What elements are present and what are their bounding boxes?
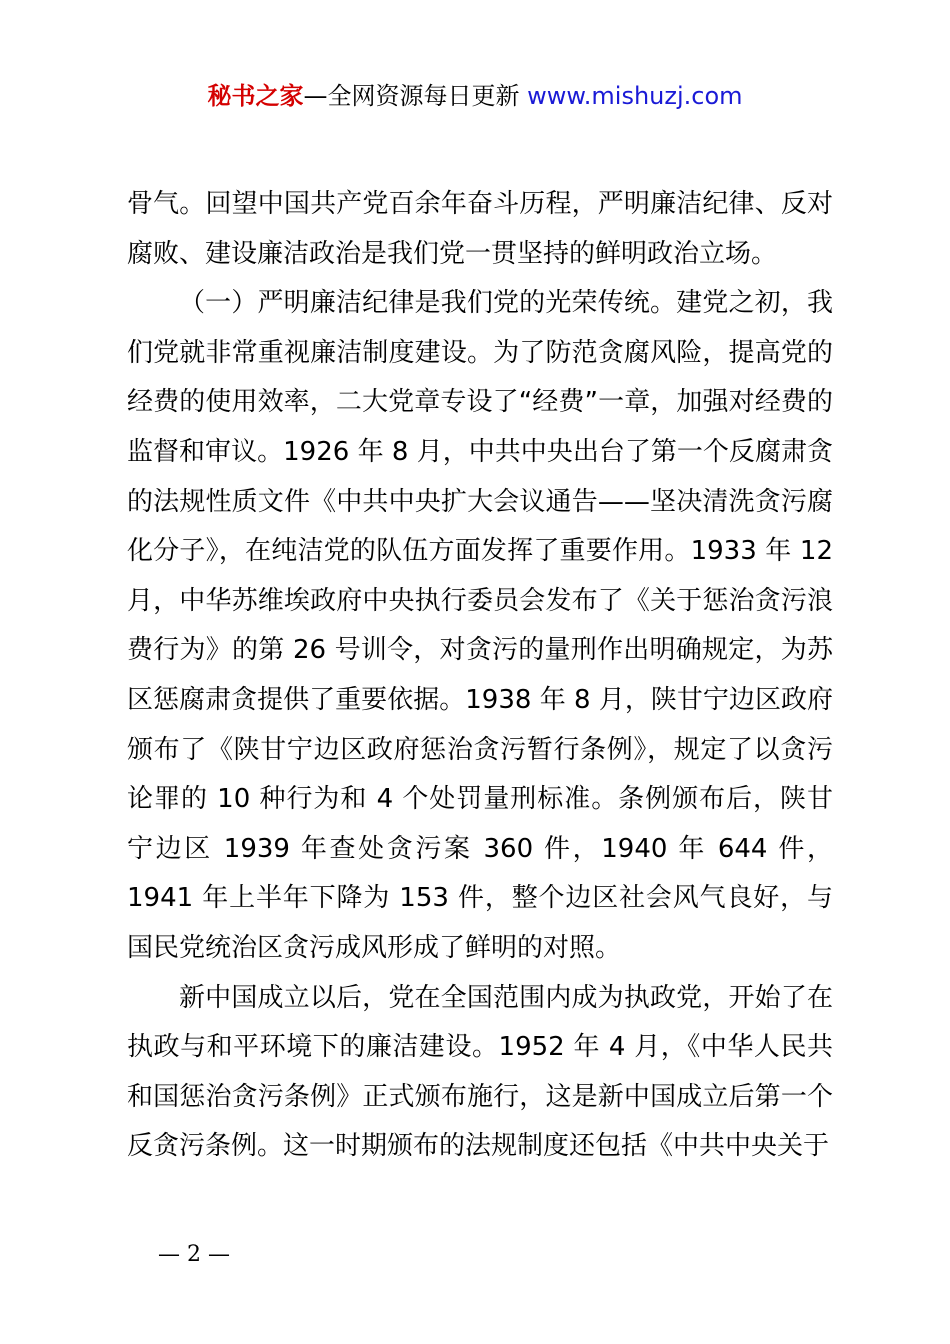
page-number: — 2 — — [158, 1242, 230, 1267]
page-header — [0, 80, 950, 112]
paragraph-continuation: 骨气。回望中国共产党百余年奋斗历程，严明廉洁纪律、反对腐败、建设廉洁政治是我们党一贯坚持的鲜明政治立场。 — [127, 189, 833, 269]
header-url-link[interactable]: www.mishuzj.com — [527, 82, 743, 110]
header-tagline: —全网资源每日更新 — [303, 82, 520, 110]
paragraph: 新中国成立以后，党在全国范围内成为执政党，开始了在执政与和平环境下的廉洁建设。1952 年 4 月，《中华人民共和国惩治贪污条例》正式颁布施行，这是新中国成立后第一个反贪污条例。这一时期颁布的法规制度还包括《中共中央关于 — [127, 982, 833, 1162]
paragraph: （一）严明廉洁纪律是我们党的光荣传统。建党之初，我们党就非常重视廉洁制度建设。为了防范贪腐风险，提高党的经费的使用效率，二大党章专设了“经费”一章，加强对经费的监督和审议。1926 年 8 月，中共中央出台了第一个反腐肃贪的法规性质文件《中共中央扩大会议通告——坚决清洗贪污腐化分子》，在纯洁党的队伍方面发挥了重要作用。1933 年 12 月，中华苏维埃政府中央执行委员会发布了《关于惩治贪污浪费行为》的第 26 号训令，对贪污的量刑作出明确规定，为苏区惩腐肃贪提供了重要依据。1938 年 8 月，陕甘宁边区政府颁布了《陕甘宁边区政府惩治贪污暂行条例》，规定了以贪污论罪的 10 种行为和 4 个处罚量刑标准。条例颁布后，陕甘宁边区 1939 年查处贪污案 360 件，1940 年 644 件，1941 年上半年下降为 153 件，整个边区社会风气良好，与国民党统治区贪污成风形成了鲜明的对照。 — [127, 288, 833, 963]
header-brand: 秘书之家 — [207, 82, 304, 110]
body-text — [127, 180, 833, 1172]
